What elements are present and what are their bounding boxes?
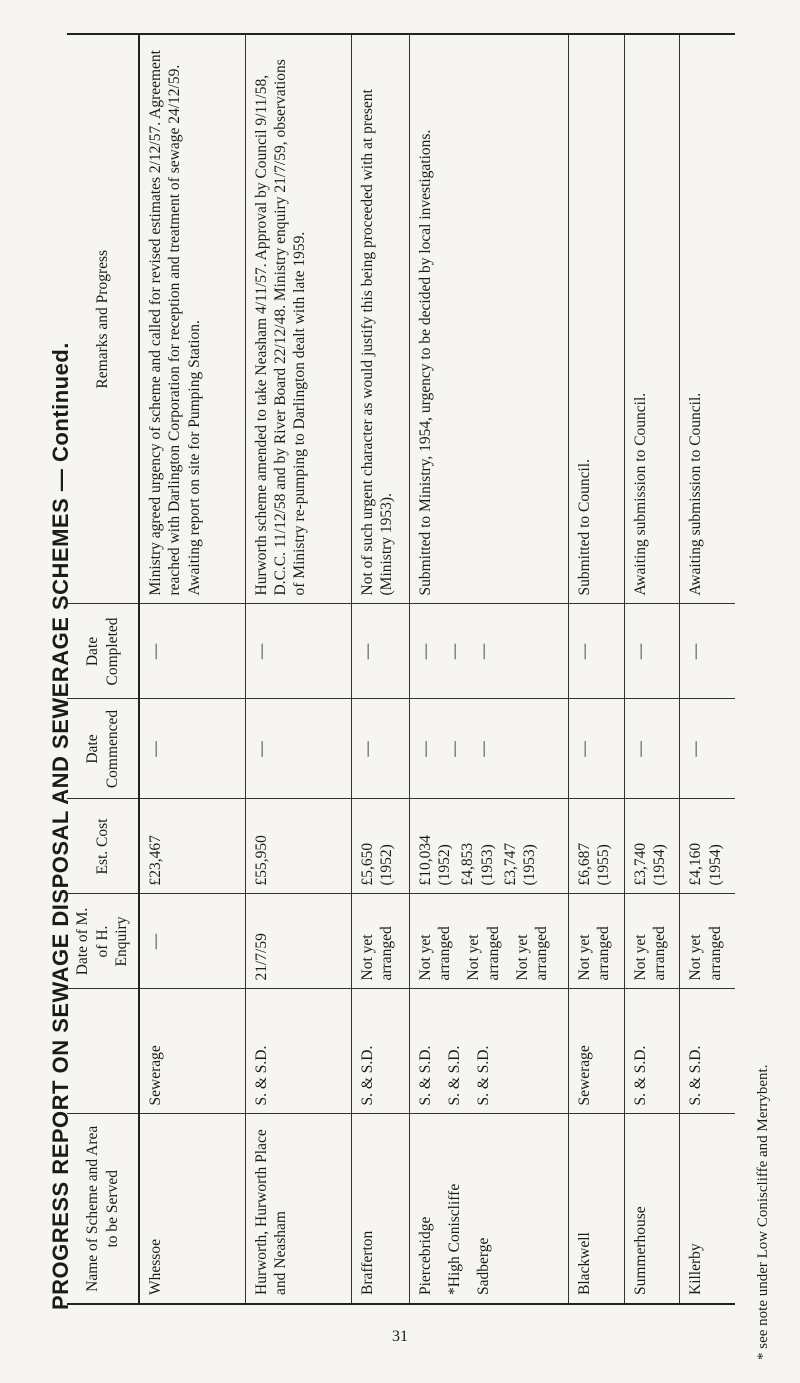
estimated-cost-cell bbox=[351, 799, 409, 894]
remarks-cell: Hurworth scheme amended to take Neasham 4/11/57. Approval by Council 9/11/58, D.C.C. 11/12/58 and by River Board 22/12/48. Ministry enquiry 21/7/59, observations of Ministry re-pumping to Darlington dealt with late 1959. bbox=[245, 34, 351, 604]
table-row bbox=[680, 34, 735, 1304]
scheme-type-line: S. & S.D. bbox=[416, 1045, 434, 1106]
scheme-type-line: S. & S.D. bbox=[631, 1045, 649, 1106]
date-commenced-cell bbox=[139, 699, 245, 799]
scheme-name-cell bbox=[568, 1114, 624, 1304]
estimated-cost-line: £10,034 bbox=[416, 835, 434, 886]
scheme-type-cell bbox=[351, 989, 409, 1114]
date-commenced-line: — bbox=[631, 741, 649, 757]
enquiry-date-cell bbox=[245, 894, 351, 989]
scheme-name-line: Whessoe bbox=[147, 1239, 164, 1295]
scheme-type-cell bbox=[139, 989, 245, 1114]
estimated-cost-line: £4,160 bbox=[687, 842, 705, 886]
date-completed-line: — bbox=[147, 643, 164, 660]
table-row bbox=[245, 34, 351, 1304]
estimated-cost-line: (1954) bbox=[650, 844, 668, 886]
scheme-name-cell bbox=[624, 1114, 680, 1304]
enquiry-date-cell bbox=[624, 894, 680, 989]
date-commenced-line: — bbox=[358, 741, 376, 757]
scheme-name-cell bbox=[680, 1114, 735, 1304]
scheme-name-line: Brafferton bbox=[358, 1230, 376, 1295]
scheme-type-cell bbox=[245, 989, 351, 1114]
scheme-name-cell bbox=[409, 1114, 568, 1304]
date-commenced-line: — bbox=[475, 741, 493, 757]
estimated-cost-line: £55,950 bbox=[252, 835, 270, 886]
estimated-cost-line: £3,740 bbox=[631, 842, 649, 886]
scheme-name-line: Summerhouse bbox=[631, 1206, 649, 1295]
header-completed: Date Completed bbox=[67, 604, 139, 699]
header-name: Name of Scheme and Area to be Served bbox=[67, 1114, 139, 1304]
enquiry-date-line: Not yet arranged bbox=[514, 926, 551, 981]
date-completed-line: — bbox=[475, 643, 493, 660]
estimated-cost-line: (1952) bbox=[377, 844, 395, 886]
remarks-cell: Submitted to Council. bbox=[568, 34, 624, 604]
scheme-name-line: Sadberge bbox=[475, 1237, 493, 1295]
estimated-cost-line: £4,853 bbox=[459, 842, 477, 886]
date-completed-line: — bbox=[416, 643, 434, 660]
header-commenced: Date Commenced bbox=[67, 699, 139, 799]
scheme-type-cell bbox=[409, 989, 568, 1114]
scheme-type-line: S. & S.D. bbox=[252, 1045, 270, 1106]
enquiry-date-line: Not yet arranged bbox=[358, 926, 395, 981]
date-completed-cell bbox=[568, 604, 624, 699]
remarks-cell: Awaiting submission to Council. bbox=[680, 34, 735, 604]
enquiry-date-line: Not yet arranged bbox=[631, 926, 668, 981]
table-row bbox=[139, 34, 245, 1304]
enquiry-date-line: 21/7/59 bbox=[252, 933, 270, 981]
date-completed-cell bbox=[245, 604, 351, 699]
estimated-cost-cell bbox=[680, 799, 735, 894]
scheme-type-cell bbox=[624, 989, 680, 1114]
date-completed-line: — bbox=[252, 643, 270, 660]
estimated-cost-cell bbox=[409, 799, 568, 894]
estimated-cost-line: (1953) bbox=[478, 844, 496, 886]
estimated-cost-line: (1955) bbox=[595, 844, 613, 886]
date-commenced-line: — bbox=[252, 741, 270, 757]
estimated-cost-line: (1952) bbox=[435, 844, 453, 886]
enquiry-date-cell bbox=[680, 894, 735, 989]
footnote: * see note under Low Coniscliffe and Merrybent. bbox=[755, 1064, 771, 1360]
table-row bbox=[624, 34, 680, 1304]
enquiry-date-line: — bbox=[147, 933, 164, 950]
estimated-cost-cell bbox=[245, 799, 351, 894]
date-commenced-line: — bbox=[147, 741, 164, 757]
estimated-cost-line: (1953) bbox=[521, 844, 539, 886]
header-row bbox=[67, 34, 139, 1304]
enquiry-date-cell bbox=[409, 894, 568, 989]
date-completed-line: — bbox=[358, 643, 376, 660]
scheme-name-cell bbox=[351, 1114, 409, 1304]
estimated-cost-line: £5,650 bbox=[358, 842, 376, 886]
enquiry-date-line: Not yet arranged bbox=[465, 926, 502, 981]
date-commenced-line: — bbox=[687, 741, 705, 757]
scheme-type-line: Sewerage bbox=[147, 1045, 164, 1106]
header-type bbox=[67, 989, 139, 1114]
schemes-table-rotated bbox=[67, 35, 724, 1305]
estimated-cost-cell bbox=[624, 799, 680, 894]
enquiry-date-line: Not yet arranged bbox=[416, 926, 453, 981]
page-number: 31 bbox=[392, 1328, 408, 1345]
scheme-type-line: S. & S.D. bbox=[358, 1045, 376, 1106]
table-row bbox=[409, 34, 568, 1304]
remarks-cell: Awaiting submission to Council. bbox=[624, 34, 680, 604]
date-commenced-cell bbox=[624, 699, 680, 799]
header-cost: Est. Cost bbox=[67, 799, 139, 894]
date-commenced-cell bbox=[568, 699, 624, 799]
date-completed-cell bbox=[624, 604, 680, 699]
schemes-table bbox=[67, 33, 735, 1305]
date-completed-cell bbox=[409, 604, 568, 699]
scheme-type-line: S. & S.D. bbox=[475, 1045, 493, 1106]
scheme-type-line: S. & S.D. bbox=[687, 1045, 705, 1106]
table-row bbox=[568, 34, 624, 1304]
enquiry-date-line: Not yet arranged bbox=[575, 926, 613, 981]
remarks-cell: Submitted to Ministry, 1954, urgency to be decided by local investigations. bbox=[409, 34, 568, 604]
date-completed-cell bbox=[680, 604, 735, 699]
date-completed-cell bbox=[139, 604, 245, 699]
scheme-name-line: Killerby bbox=[687, 1243, 705, 1295]
date-commenced-line: — bbox=[416, 741, 434, 757]
date-commenced-cell bbox=[409, 699, 568, 799]
running-title: PROGRESS REPORT ON SEWAGE DISPOSAL AND SEWERAGE SCHEMES — Continued. bbox=[48, 342, 73, 1310]
date-commenced-line: — bbox=[575, 741, 593, 757]
scheme-name-line: Blackwell bbox=[575, 1232, 593, 1295]
estimated-cost-cell bbox=[139, 799, 245, 894]
scheme-type-line: S. & S.D. bbox=[445, 1045, 463, 1106]
estimated-cost-line: £6,687 bbox=[575, 842, 593, 886]
scheme-name-line: *High Coniscliffe bbox=[445, 1183, 463, 1295]
scheme-name-line: Hurworth, Hurworth Place and Neasham bbox=[252, 1129, 289, 1295]
date-completed-line: — bbox=[631, 643, 649, 660]
date-commenced-cell bbox=[680, 699, 735, 799]
scheme-type-cell bbox=[568, 989, 624, 1114]
scheme-name-line: Piercebridge bbox=[416, 1216, 434, 1295]
enquiry-date-line: Not yet arranged bbox=[687, 926, 724, 981]
estimated-cost-line: £23,467 bbox=[147, 835, 164, 886]
estimated-cost-line: £3,747 bbox=[502, 842, 519, 886]
scheme-type-cell bbox=[680, 989, 735, 1114]
date-completed-line: — bbox=[687, 643, 705, 660]
date-commenced-line: — bbox=[445, 741, 463, 757]
date-commenced-cell bbox=[351, 699, 409, 799]
scheme-name-cell bbox=[139, 1114, 245, 1304]
remarks-cell: Ministry agreed urgency of scheme and called for revised estimates 2/12/57. Agreement reached with Darlington Corporation for reception and treatment of sewage 24/12/59. Awaiting report on site for Pumping Station. bbox=[139, 34, 245, 604]
enquiry-date-cell bbox=[139, 894, 245, 989]
estimated-cost-cell bbox=[568, 799, 624, 894]
date-completed-line: — bbox=[445, 643, 463, 660]
date-commenced-cell bbox=[245, 699, 351, 799]
scheme-type-line: Sewerage bbox=[575, 1045, 593, 1106]
remarks-cell: Not of such urgent character as would justify this being proceeded with at present (Ministry 1953). bbox=[351, 34, 409, 604]
estimated-cost-line: (1954) bbox=[706, 844, 724, 886]
scheme-name-cell bbox=[245, 1114, 351, 1304]
date-completed-cell bbox=[351, 604, 409, 699]
running-header bbox=[0, 0, 73, 1330]
date-completed-line: — bbox=[575, 643, 593, 660]
header-remarks: Remarks and Progress bbox=[67, 34, 139, 604]
enquiry-date-cell bbox=[351, 894, 409, 989]
header-enquiry: Date of M. of H. Enquiry bbox=[67, 894, 139, 989]
table-row bbox=[351, 34, 409, 1304]
enquiry-date-cell bbox=[568, 894, 624, 989]
